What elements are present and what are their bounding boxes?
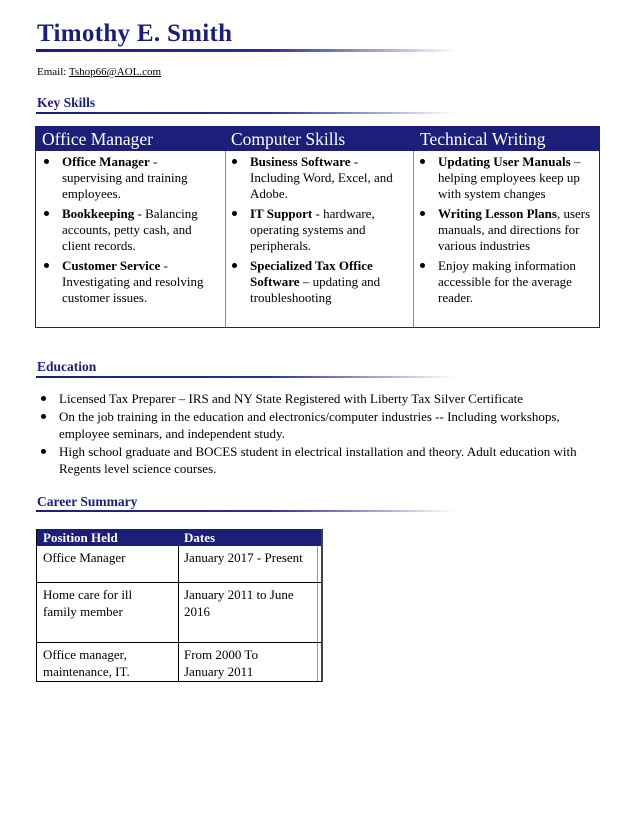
career-heading-position: Position Held (43, 530, 118, 545)
list-item: Business Software - Including Word, Excel, and Adobe. (228, 154, 406, 202)
education-list (37, 390, 602, 478)
column-divider (317, 546, 318, 681)
career-heading-dates: Dates (184, 530, 216, 545)
skills-column-computer (228, 154, 406, 310)
email-label: Email: (37, 66, 69, 78)
skills-heading-office: Office Manager (42, 129, 153, 149)
table-cell-dates: From 2000 To January 2011 (184, 647, 258, 679)
table-cell-dates: January 2011 to June 2016 (184, 587, 294, 619)
skills-heading-computer: Computer Skills (231, 129, 346, 149)
row-divider (37, 582, 321, 583)
row-divider (37, 642, 321, 643)
table-cell-position: Office Manager (43, 550, 126, 565)
list-item: On the job training in the education and electronics/computer industries -- Including workshops, employee seminars, and independent study. (37, 408, 602, 442)
skills-heading-writing: Technical Writing (420, 129, 546, 149)
career-header-row (37, 529, 321, 546)
table-cell-position: Home care for ill family member (43, 587, 133, 619)
career-summary-underline (36, 510, 456, 512)
list-item: High school graduate and BOCES student in electrical installation and theory. Adult education with Regents level science courses. (37, 443, 602, 477)
skills-column-writing (416, 154, 596, 310)
email-line (37, 66, 161, 78)
list-item: IT Support - hardware, operating systems and peripherals. (228, 206, 406, 254)
list-item: Bookkeeping - Balancing accounts, petty cash, and client records. (40, 206, 220, 254)
key-skills-title: Key Skills (37, 95, 96, 110)
career-table (36, 529, 323, 682)
list-item: Writing Lesson Plans, users manuals, and directions for various industries (416, 206, 596, 254)
column-divider (178, 546, 179, 681)
career-summary-title: Career Summary (37, 494, 138, 509)
column-divider (225, 151, 226, 327)
education-title: Education (37, 359, 97, 374)
list-item: Updating User Manuals – helping employees keep up with system changes (416, 154, 596, 202)
list-item: Enjoy making information accessible for the average reader. (416, 258, 596, 306)
table-cell-dates: January 2017 - Present (184, 550, 303, 565)
email-link[interactable]: Tshop66@AOL.com (68, 66, 162, 78)
list-item: Office Manager - supervising and training employees. (40, 154, 220, 202)
name-underline (36, 49, 456, 52)
column-divider (413, 151, 414, 327)
list-item: Specialized Tax Office Software – updating and troubleshooting (228, 258, 406, 306)
key-skills-header-row (36, 127, 599, 151)
key-skills-underline (36, 112, 456, 114)
skills-column-office (40, 154, 220, 310)
key-skills-table (35, 126, 600, 328)
list-item: Customer Service - Investigating and resolving customer issues. (40, 258, 220, 306)
table-cell-position: Office manager, maintenance, IT. (43, 647, 130, 679)
list-item: Licensed Tax Preparer – IRS and NY State Registered with Liberty Tax Silver Certificate (37, 390, 602, 407)
education-underline (36, 376, 456, 378)
candidate-name: Timothy E. Smith (37, 20, 233, 47)
